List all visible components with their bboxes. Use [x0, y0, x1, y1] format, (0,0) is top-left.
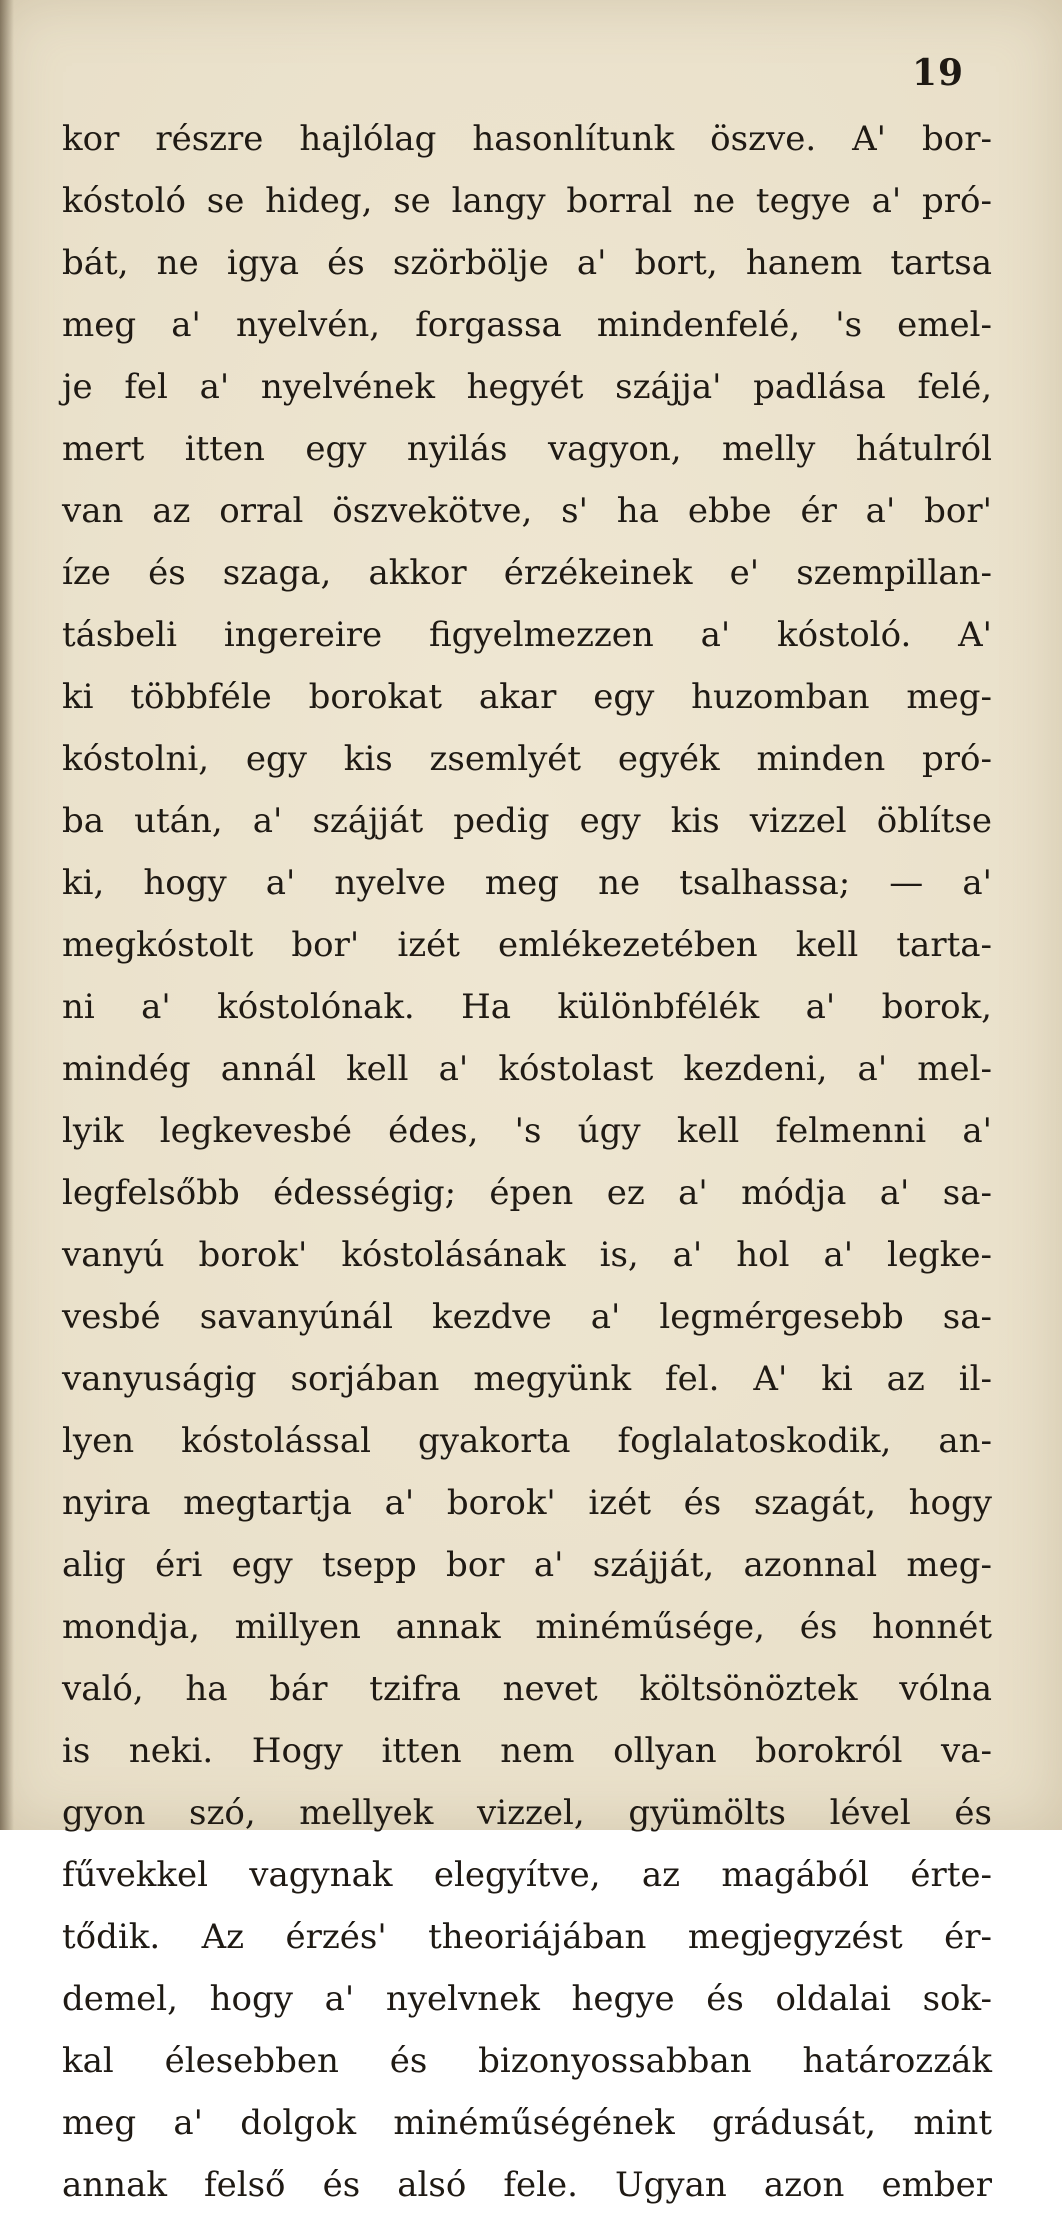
text-line: lyen kóstolással gyakorta foglalatoskodik, an- [62, 1421, 992, 1461]
text-line: demel, hogy a' nyelvnek hegye és oldalai sok- [62, 1979, 992, 2019]
text-line: vanyuságig sorjában megyünk fel. A' ki az il- [62, 1359, 992, 1399]
text-line: ba után, a' szájját pedig egy kis vizzel öblítse [62, 801, 992, 841]
text-line: nyira megtartja a' borok' izét és szagát, hogy [62, 1483, 992, 1523]
text-line: mert itten egy nyilás vagyon, melly hátulról [62, 429, 992, 469]
text-line: vesbé savanyúnál kezdve a' legmérgesebb sa- [62, 1297, 992, 1337]
text-line: tásbeli ingereire figyelmezzen a' kóstoló. A' [62, 615, 992, 655]
text-line: fűvekkel vagynak elegyítve, az magából érte- [62, 1855, 992, 1895]
text-line: kor részre hajlólag hasonlítunk öszve. A' bor- [62, 119, 992, 159]
text-line: je fel a' nyelvének hegyét szájja' padlása felé, [62, 367, 992, 407]
text-line: mindég annál kell a' kóstolast kezdeni, a' mel- [62, 1049, 992, 1089]
text-line: alig éri egy tsepp bor a' szájját, azonnal meg- [62, 1545, 992, 1585]
text-line: van az orral öszvekötve, s' ha ebbe ér a' bor' [62, 491, 992, 531]
text-line: meg a' nyelvén, forgassa mindenfelé, 's emel- [62, 305, 992, 345]
text-line: ki, hogy a' nyelve meg ne tsalhassa; — a' [62, 863, 992, 903]
text-line: ni a' kóstolónak. Ha különbfélék a' borok, [62, 987, 992, 1027]
text-line: megkóstolt bor' izét emlékezetében kell tarta- [62, 925, 992, 965]
text-line: íze és szaga, akkor érzékeinek e' szempillan- [62, 553, 992, 593]
text-line: legfelsőbb édességig; épen ez a' módja a' sa- [62, 1173, 992, 1213]
page-number: 19 [912, 52, 965, 94]
text-line: meg a' dolgok minéműségének grádusát, mint [62, 2103, 992, 2143]
text-line: vanyú borok' kóstolásának is, a' hol a' legke- [62, 1235, 992, 1275]
text-line: gyon szó, mellyek vizzel, gyümölts lével és [62, 1793, 992, 1833]
text-line: is neki. Hogy itten nem ollyan borokról va- [62, 1731, 992, 1771]
text-line: való, ha bár tzifra nevet költsönöztek vólna [62, 1669, 992, 1709]
text-line: mondja, millyen annak minéműsége, és honnét [62, 1607, 992, 1647]
text-line: bát, ne igya és szörbölje a' bort, hanem tartsa [62, 243, 992, 283]
text-line: kóstoló se hideg, se langy borral ne tegye a' pró- [62, 181, 992, 221]
body-text [62, 108, 992, 2216]
text-line: ki többféle borokat akar egy huzomban meg- [62, 677, 992, 717]
text-line: kal élesebben és bizonyossabban határozzák [62, 2041, 992, 2081]
binding-edge-shadow [0, 0, 14, 1830]
text-line: annak felső és alsó fele. Ugyan azon ember [62, 2165, 992, 2205]
text-line: tődik. Az érzés' theoriájában megjegyzést ér- [62, 1917, 992, 1957]
text-line: lyik legkevesbé édes, 's úgy kell felmenni a' [62, 1111, 992, 1151]
text-line: kóstolni, egy kis zsemlyét egyék minden pró- [62, 739, 992, 779]
